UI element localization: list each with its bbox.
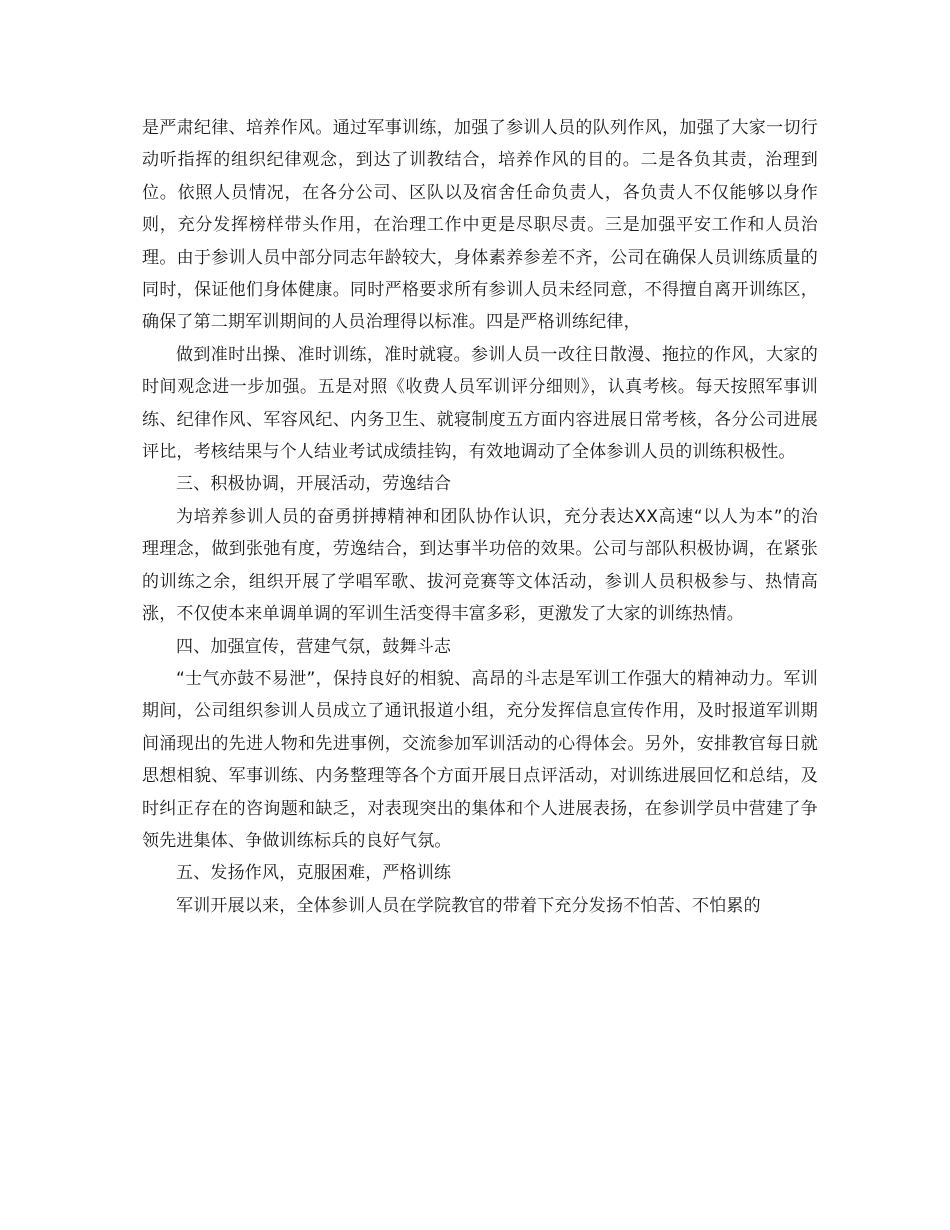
paragraph-4: “士气亦鼓不易泄”，保持良好的相貌、高昂的斗志是军训工作强大的精神动力。军训期间，公司组织参训人员成立了通讯报道小组，充分发挥信息宣传作用，及时报道军训期间涌现出的先进人物和先进事例，交流参加军训活动的心得体会。另外，安排教官每日就思想相貌、军事训练、内务整理等各个方面开展日点评活动，对训练进展回忆和总结，及时纠正存在的咨询题和缺乏，对表现突出的集体和个人进展表扬，在参训学员中营建了争领先进集体、争做训练标兵的良好气氛。 — [142, 668, 818, 851]
paragraph-3: 为培养参训人员的奋勇拼搏精神和团队协作认识，充分表达XX高速“以人为本”的治理理念，做到张弛有度，劳逸结合，到达事半功倍的效果。公司与部队积极协调，在紧张的训练之余，组织开展了学唱军歌、拔河竞赛等文体活动，参训人员积极参与、热情高涨，不仅使本来单调单调的军训生活变得丰富多彩，更激发了大家的训练热情。 — [142, 506, 818, 625]
paragraph-2: 做到准时出操、准时训练，准时就寝。参训人员一改往日散漫、拖拉的作风，大家的时间观念进一步加强。五是对照《收费人员军训评分细则》，认真考核。每天按照军事训练、纪律作风、军容风纪、内务卫生、就寝制度五方面内容进展日常考核，各分公司进展评比，考核结果与个人结业考试成绩挂钩，有效地调动了全体参训人员的训练积极性。 — [142, 344, 818, 463]
section-heading-3: 三、积极协调，开展活动，劳逸结合 — [176, 474, 452, 495]
paragraph-5: 军训开展以来，全体参训人员在学院教官的带着下充分发扬不怕苦、不怕累的 — [176, 895, 761, 916]
document-body — [142, 112, 818, 922]
section-heading-5: 五、发扬作风，克服困难，严格训练 — [176, 863, 452, 884]
section-heading-4: 四、加强宣传，营建气氛，鼓舞斗志 — [176, 636, 452, 657]
paragraph-1: 是严肃纪律、培养作风。通过军事训练，加强了参训人员的队列作风，加强了大家一切行动听指挥的组织纪律观念，到达了训教结合，培养作风的目的。二是各负其责，治理到位。依照人员情况，在各分公司、区队以及宿舍任命负责人，各负责人不仅能够以身作则，充分发挥榜样带头作用，在治理工作中更是尽职尽责。三是加强平安工作和人员治理。由于参训人员中部分同志年龄较大，身体素养参差不齐，公司在确保人员训练质量的同时，保证他们身体健康。同时严格要求所有参训人员未经同意，不得擅自离开训练区，确保了第二期军训期间的人员治理得以标准。四是严格训练纪律， — [142, 118, 818, 333]
